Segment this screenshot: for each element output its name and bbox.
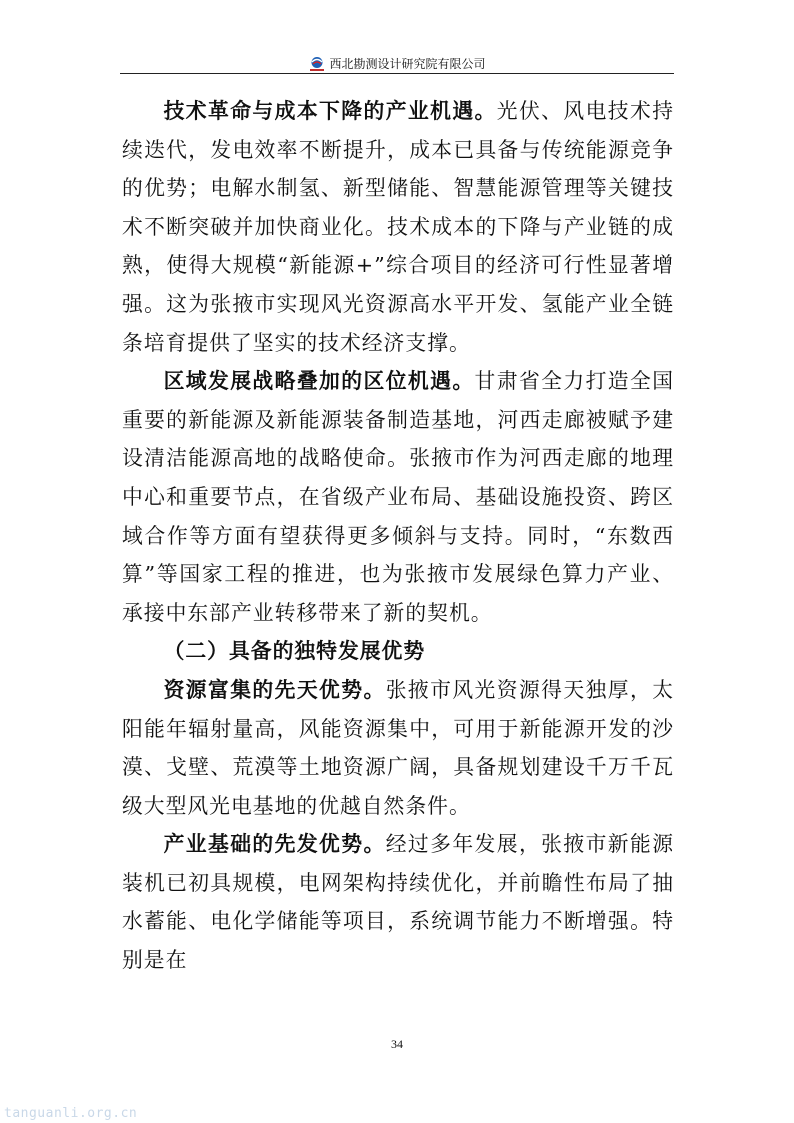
paragraph-regional-strategy: [122, 362, 674, 632]
header-divider: [120, 73, 674, 74]
paragraph-lead: 资源富集的先天优势。: [163, 676, 386, 702]
paragraph-lead: 区域发展战略叠加的区位机遇。: [163, 368, 475, 394]
paragraph-text: 甘肃省全力打造全国重要的新能源及新能源装备制造基地，河西走廊被赋予建设清洁能源高地的战略使命。张掖市作为河西走廊的地理中心和重要节点，在省级产业布局、基础设施投资、跨区域合作等方面有望获得更多倾斜与支持。同时，“东数西算”等国家工程的推进，也为张掖市发展绿色算力产业、承接中东部产业转移带来了新的契机。: [122, 369, 675, 625]
page-number: 34: [391, 1037, 403, 1051]
page-header: [120, 50, 674, 72]
paragraph-lead: 产业基础的先发优势。: [163, 831, 386, 857]
section-heading: （二）具备的独特发展优势: [163, 638, 426, 664]
watermark: tanguanli.org.cn: [4, 1106, 138, 1121]
page-body: [122, 92, 674, 980]
paragraph-lead: 技术革命与成本下降的产业机遇。: [163, 98, 497, 123]
paragraph-tech-revolution: [122, 92, 674, 362]
paragraph-text: 经过多年发展，张掖市新能源装机已初具规模，电网架构持续优化，并前瞻性布局了抽水蓄能、电化学储能等项目，系统调节能力不断增强。特别是在: [122, 832, 675, 973]
powerchina-logo-icon: [308, 56, 326, 72]
header-org-name: 西北勘测设计研究院有限公司: [329, 57, 486, 71]
paragraph-text: 光伏、风电技术持续迭代，发电效率不断提升，成本已具备与传统能源竞争的优势；电解水制氢、新型储能、智慧能源管理等关键技术不断突破并加快商业化。技术成本的下降与产业链的成熟，使得大规模“新能源+”综合项目的经济可行性显著增强。这为张掖市实现风光资源高水平开发、氢能产业全链条培育提供了坚实的技术经济支撑。: [122, 99, 675, 355]
paragraph-resource-advantage: [122, 671, 674, 825]
paragraph-industry-advantage: [122, 825, 674, 979]
paragraph-text: 张掖市风光资源得天独厚，太阳能年辐射量高，风能资源集中，可用于新能源开发的沙漠、戈壁、荒漠等土地资源广阔，具备规划建设千万千瓦级大型风光电基地的优越自然条件。: [122, 677, 675, 818]
